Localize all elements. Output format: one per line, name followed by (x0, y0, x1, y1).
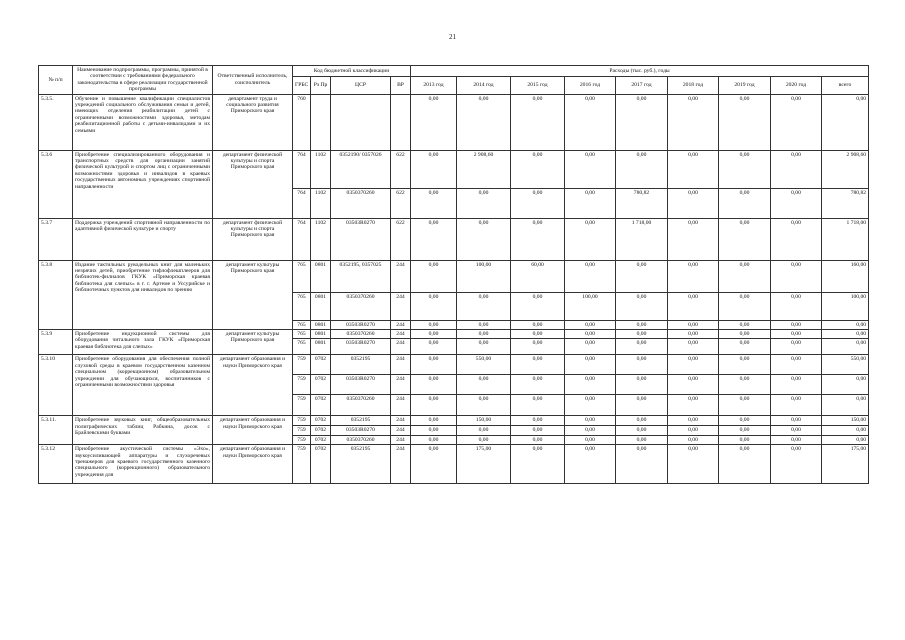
cell-year-value: 0,00 (719, 435, 771, 444)
cell-rzpr: 0702 (311, 416, 331, 426)
header-num: № п/п (39, 66, 73, 95)
cell-vr: 244 (391, 260, 411, 292)
table-row (39, 218, 869, 260)
cell-total: 0,00 (822, 330, 869, 339)
cell-year-value: 0,00 (457, 339, 511, 355)
cell-vr: 244 (391, 435, 411, 444)
cell-year-value: 0,00 (411, 260, 457, 292)
cell-year-value: 0,00 (668, 330, 719, 339)
row-number: 5.3.10 (39, 355, 73, 416)
cell-total: 780,82 (822, 188, 869, 218)
cell-csr: 0350370260 (331, 435, 391, 444)
cell-year-value: 0,00 (771, 395, 822, 416)
cell-rzpr: 1102 (311, 150, 331, 188)
cell-csr: 03503R0270 (331, 320, 391, 329)
cell-year-value: 0,00 (719, 94, 771, 150)
cell-year-value: 0,00 (668, 94, 719, 150)
cell-vr: 244 (391, 416, 411, 426)
cell-rzpr: 0702 (311, 435, 331, 444)
header-expenses-group: Расходы (тыс. руб.), годы (411, 66, 869, 77)
cell-vr: 622 (391, 150, 411, 188)
cell-year-value: 0,00 (565, 320, 616, 329)
cell-year-value: 0,00 (511, 426, 565, 435)
cell-vr: 622 (391, 218, 411, 260)
row-executor: департамент образования и науки Приморского края (213, 445, 293, 484)
cell-grbs: 764 (293, 188, 311, 218)
row-executor: департамент культуры Приморского края (213, 260, 293, 329)
cell-csr: 0350370260 (331, 395, 391, 416)
cell-csr: 03503R0270 (331, 218, 391, 260)
cell-year-value: 0,00 (616, 426, 668, 435)
cell-year-value: 0,00 (411, 445, 457, 484)
cell-year-value: 0,00 (411, 395, 457, 416)
cell-year-value: 0,00 (511, 320, 565, 329)
cell-year-value: 0,00 (771, 150, 822, 188)
cell-year-value: 0,00 (668, 339, 719, 355)
cell-year-value: 0,00 (668, 435, 719, 444)
cell-year-value: 0,00 (511, 355, 565, 375)
cell-year-value: 0,00 (668, 292, 719, 320)
header-year: 2020 год (771, 77, 822, 95)
row-number: 5.3.12 (39, 445, 73, 484)
cell-rzpr: 0702 (311, 426, 331, 435)
cell-year-value: 0,00 (565, 188, 616, 218)
cell-year-value: 0,00 (411, 375, 457, 395)
cell-year-value: 0,00 (457, 395, 511, 416)
cell-total: 0,00 (822, 426, 869, 435)
cell-year-value: 100,00 (565, 292, 616, 320)
cell-year-value: 0,00 (457, 330, 511, 339)
cell-year-value: 0,00 (616, 435, 668, 444)
cell-year-value: 0,00 (565, 435, 616, 444)
cell-rzpr: 0801 (311, 330, 331, 339)
cell-grbs: 765 (293, 292, 311, 320)
cell-year-value: 0,00 (511, 218, 565, 260)
cell-csr: 0352190/ 0357026 (331, 150, 391, 188)
cell-year-value: 2 908,60 (457, 150, 511, 188)
cell-year-value: 0,00 (565, 375, 616, 395)
cell-year-value: 0,00 (616, 150, 668, 188)
cell-year-value: 0,00 (511, 339, 565, 355)
header-name: Наименование подпрограммы, программы, принятой в соответствии с требованиями федерального законодательства в сфере реализации государственной программы (73, 66, 213, 95)
cell-grbs: 759 (293, 416, 311, 426)
cell-rzpr: 0801 (311, 339, 331, 355)
cell-year-value: 0,00 (771, 435, 822, 444)
row-name: Обучение и повышение квалификации специалистов учреждений социального обслуживания семьи и детей, имеющих отделения реабилитации детей с ограниченными возможностями здоровья, методам реабилитационной работы с детьми-инвалидами и их семьями (73, 94, 213, 150)
row-name: Издание тактильных рукодельных книг для маленьких незрячих детей, приобретение тифлофлешплееров для библиотек-филиалов ГКУК «Приморская краевая библиотека для слепых» в г. г. Артеме и Уссурийске и библиотечных пунктов для инвалидов по зрению (73, 260, 213, 329)
cell-year-value: 0,00 (616, 395, 668, 416)
cell-year-value: 0,00 (616, 375, 668, 395)
table-row (39, 355, 869, 375)
cell-rzpr: 0702 (311, 445, 331, 484)
header-year: 2018 год (668, 77, 719, 95)
cell-year-value: 0,00 (565, 445, 616, 484)
cell-vr: 244 (391, 355, 411, 375)
cell-rzpr: 0801 (311, 320, 331, 329)
cell-grbs: 759 (293, 445, 311, 484)
cell-vr: 244 (391, 375, 411, 395)
cell-year-value: 0,00 (457, 375, 511, 395)
cell-csr (331, 94, 391, 150)
cell-year-value: 0,00 (771, 416, 822, 426)
header-year: 2017 год (616, 77, 668, 95)
cell-year-value: 0,00 (719, 395, 771, 416)
cell-year-value: 0,00 (719, 426, 771, 435)
cell-year-value: 0,00 (668, 260, 719, 292)
cell-rzpr: 0702 (311, 375, 331, 395)
row-executor: департамент образования и науки Приморского края (213, 416, 293, 445)
cell-year-value: 0,00 (719, 218, 771, 260)
cell-year-value: 0,00 (719, 355, 771, 375)
cell-year-value: 0,00 (668, 218, 719, 260)
header-rzpr: Рз Пр (311, 77, 331, 95)
cell-year-value: 0,00 (616, 330, 668, 339)
cell-year-value: 0,00 (457, 435, 511, 444)
cell-year-value: 0,00 (411, 355, 457, 375)
cell-year-value: 550,00 (457, 355, 511, 375)
cell-year-value: 0,00 (719, 416, 771, 426)
cell-year-value: 0,00 (457, 426, 511, 435)
cell-year-value: 150,00 (457, 416, 511, 426)
cell-year-value: 0,00 (668, 355, 719, 375)
cell-total: 550,00 (822, 355, 869, 375)
cell-total: 0,00 (822, 339, 869, 355)
cell-year-value: 0,00 (719, 292, 771, 320)
cell-year-value: 0,00 (511, 292, 565, 320)
cell-year-value: 0,00 (668, 150, 719, 188)
cell-year-value: 0,00 (411, 330, 457, 339)
cell-vr (391, 94, 411, 150)
header-csr: ЦСР (331, 77, 391, 95)
cell-year-value: 0,00 (771, 260, 822, 292)
cell-year-value: 0,00 (668, 445, 719, 484)
header-year: 2013 год (411, 77, 457, 95)
row-number: 5.3.5. (39, 94, 73, 150)
cell-total: 0,00 (822, 395, 869, 416)
cell-rzpr: 1102 (311, 188, 331, 218)
table-row (39, 260, 869, 292)
cell-rzpr: 0702 (311, 395, 331, 416)
row-executor: департамент образования и науки Приморского края (213, 355, 293, 416)
cell-year-value: 0,00 (565, 339, 616, 355)
row-executor: департамент физической культуры и спорта Приморского края (213, 218, 293, 260)
cell-year-value: 0,00 (719, 260, 771, 292)
cell-year-value: 0,00 (771, 188, 822, 218)
cell-total: 175,00 (822, 445, 869, 484)
cell-year-value: 0,00 (511, 435, 565, 444)
cell-year-value: 0,00 (411, 435, 457, 444)
cell-total: 150,00 (822, 416, 869, 426)
cell-vr: 244 (391, 426, 411, 435)
cell-year-value: 780,82 (616, 188, 668, 218)
cell-year-value: 0,00 (565, 395, 616, 416)
cell-year-value: 0,00 (457, 320, 511, 329)
cell-year-value: 175,00 (457, 445, 511, 484)
table-row (39, 150, 869, 188)
cell-year-value: 0,00 (719, 188, 771, 218)
header-grbs: ГРБС (293, 77, 311, 95)
cell-total: 0,00 (822, 375, 869, 395)
cell-year-value: 0,00 (616, 416, 668, 426)
cell-year-value: 0,00 (565, 416, 616, 426)
cell-year-value: 0,00 (719, 339, 771, 355)
cell-csr: 0352195, 0357025 (331, 260, 391, 292)
cell-rzpr: 0801 (311, 292, 331, 320)
cell-year-value: 0,00 (411, 426, 457, 435)
cell-year-value: 0,00 (616, 445, 668, 484)
cell-year-value: 0,00 (771, 320, 822, 329)
cell-year-value: 0,00 (565, 260, 616, 292)
cell-grbs: 765 (293, 330, 311, 339)
cell-rzpr: 0801 (311, 260, 331, 292)
cell-grbs: 759 (293, 355, 311, 375)
cell-year-value: 0,00 (668, 188, 719, 218)
cell-total: 0,00 (822, 435, 869, 444)
cell-year-value: 0,00 (719, 375, 771, 395)
cell-year-value: 60,00 (511, 260, 565, 292)
table-row (39, 445, 869, 484)
cell-grbs: 759 (293, 395, 311, 416)
cell-year-value: 0,00 (411, 218, 457, 260)
row-name: Приобретение индукционной системы для оборудования читального зала ГКУК «Приморская краевая библиотека для слепых» (73, 330, 213, 355)
cell-total: 0,00 (822, 320, 869, 329)
table-row (39, 416, 869, 426)
cell-year-value: 0,00 (565, 330, 616, 339)
cell-csr: 0352195 (331, 355, 391, 375)
cell-total: 160,00 (822, 260, 869, 292)
cell-year-value: 0,00 (616, 320, 668, 329)
cell-year-value: 100,00 (457, 260, 511, 292)
budget-table (38, 65, 869, 484)
cell-year-value: 0,00 (616, 355, 668, 375)
header-year: 2015 год (511, 77, 565, 95)
cell-year-value: 0,00 (457, 94, 511, 150)
cell-total: 0,00 (822, 94, 869, 150)
cell-year-value: 0,00 (771, 94, 822, 150)
cell-year-value: 0,00 (511, 445, 565, 484)
header-total: всего (822, 77, 869, 95)
cell-csr: 0350370260 (331, 292, 391, 320)
cell-year-value: 0,00 (771, 445, 822, 484)
row-number: 5.3.9 (39, 330, 73, 355)
cell-csr: 0352195 (331, 445, 391, 484)
cell-year-value: 0,00 (565, 355, 616, 375)
cell-total: 2 908,60 (822, 150, 869, 188)
cell-year-value: 0,00 (411, 320, 457, 329)
cell-year-value: 0,00 (565, 218, 616, 260)
cell-year-value: 0,00 (511, 416, 565, 426)
cell-year-value: 0,00 (411, 188, 457, 218)
cell-year-value: 0,00 (565, 150, 616, 188)
cell-rzpr (311, 94, 331, 150)
cell-year-value: 0,00 (411, 150, 457, 188)
header-code-group: Код бюджетной классификации (293, 66, 411, 77)
cell-year-value: 0,00 (771, 218, 822, 260)
cell-year-value: 0,00 (771, 330, 822, 339)
cell-csr: 0352195 (331, 416, 391, 426)
cell-csr: 03503R0270 (331, 339, 391, 355)
cell-vr: 244 (391, 292, 411, 320)
page-number: 21 (449, 33, 456, 41)
header-vr: ВР (391, 77, 411, 95)
cell-csr: 0350370260 (331, 188, 391, 218)
row-executor: департамент культуры Приморского края (213, 330, 293, 355)
header-year: 2016 год (565, 77, 616, 95)
cell-year-value: 0,00 (616, 94, 668, 150)
table-body (39, 94, 869, 484)
cell-year-value: 0,00 (719, 150, 771, 188)
cell-vr: 622 (391, 188, 411, 218)
cell-year-value: 0,00 (668, 416, 719, 426)
cell-year-value: 0,00 (411, 339, 457, 355)
cell-year-value: 0,00 (719, 320, 771, 329)
cell-year-value: 0,00 (668, 426, 719, 435)
row-number: 5.3.7 (39, 218, 73, 260)
cell-rzpr: 1102 (311, 218, 331, 260)
cell-year-value: 0,00 (511, 188, 565, 218)
row-number: 5.3.6 (39, 150, 73, 218)
cell-year-value: 0,00 (771, 375, 822, 395)
cell-year-value: 0,00 (668, 375, 719, 395)
cell-year-value: 0,00 (565, 94, 616, 150)
row-name: Приобретение акустической системы «Эхо», звукоусиливающей аппаратуры и слухоречевых тренажеров для краевого государственного казенного специального (коррекционного) образовательного учреждения для (73, 445, 213, 484)
cell-year-value: 0,00 (616, 260, 668, 292)
cell-vr: 244 (391, 320, 411, 329)
cell-year-value: 0,00 (771, 355, 822, 375)
cell-vr: 244 (391, 330, 411, 339)
cell-year-value: 0,00 (411, 94, 457, 150)
cell-year-value: 0,00 (719, 330, 771, 339)
cell-grbs: 764 (293, 218, 311, 260)
cell-grbs: 765 (293, 260, 311, 292)
cell-grbs: 759 (293, 426, 311, 435)
cell-vr: 244 (391, 339, 411, 355)
cell-csr: 0350370260 (331, 330, 391, 339)
cell-year-value: 0,00 (771, 426, 822, 435)
table-row (39, 94, 869, 150)
cell-year-value: 0,00 (616, 292, 668, 320)
cell-year-value: 0,00 (719, 445, 771, 484)
header-executor: Ответственный исполнитель, соисполнитель (213, 66, 293, 95)
header-year: 2014 год (457, 77, 511, 95)
cell-csr: 03503R0270 (331, 375, 391, 395)
cell-grbs: 759 (293, 375, 311, 395)
cell-year-value: 0,00 (511, 150, 565, 188)
cell-year-value: 1 718,00 (616, 218, 668, 260)
row-executor: департамент труда и социального развития Приморского края (213, 94, 293, 150)
cell-year-value: 0,00 (511, 330, 565, 339)
cell-year-value: 0,00 (457, 188, 511, 218)
cell-year-value: 0,00 (771, 339, 822, 355)
cell-year-value: 0,00 (457, 218, 511, 260)
cell-grbs: 764 (293, 150, 311, 188)
cell-total: 100,00 (822, 292, 869, 320)
row-executor: департамент физической культуры и спорта Приморского края (213, 150, 293, 218)
cell-csr: 03503R0270 (331, 426, 391, 435)
row-name: Приобретение специализированного оборудования и транспортных средств для организации занятий физической культурой и спортом лиц с ограниченными возможностями здоровья и инвалидов в краевых государственных автономных учреждениях спортивной направленности (73, 150, 213, 218)
row-number: 5.3.8 (39, 260, 73, 329)
cell-total: 1 718,00 (822, 218, 869, 260)
table-row (39, 330, 869, 339)
cell-vr: 244 (391, 445, 411, 484)
cell-year-value: 0,00 (411, 292, 457, 320)
cell-year-value: 0,00 (511, 94, 565, 150)
row-name: Приобретение оборудования для обеспечения полной слуховой среды в краевом государственном казенном специальном (коррекционном) образовательном учреждении для обучающихся, воспитанников с ограниченными возможностями здоровья (73, 355, 213, 416)
cell-grbs: 760 (293, 94, 311, 150)
cell-grbs: 759 (293, 435, 311, 444)
cell-year-value: 0,00 (411, 416, 457, 426)
cell-year-value: 0,00 (668, 395, 719, 416)
header-row-1 (39, 66, 869, 77)
cell-year-value: 0,00 (565, 426, 616, 435)
cell-year-value: 0,00 (511, 375, 565, 395)
cell-year-value: 0,00 (771, 292, 822, 320)
row-name: Поддержка учреждений спортивной направленности по адаптивной физической культуре и спорту (73, 218, 213, 260)
cell-grbs: 765 (293, 320, 311, 329)
cell-year-value: 0,00 (616, 339, 668, 355)
cell-grbs: 765 (293, 339, 311, 355)
row-name: Приобретение звуковых книг, общеобразовательных полиграфических таблиц Рабкина, досок с Брайлевскими буквами (73, 416, 213, 445)
cell-year-value: 0,00 (668, 320, 719, 329)
cell-year-value: 0,00 (457, 292, 511, 320)
header-year: 2019 год (719, 77, 771, 95)
cell-vr: 244 (391, 395, 411, 416)
cell-rzpr: 0702 (311, 355, 331, 375)
row-number: 5.3.11. (39, 416, 73, 445)
cell-year-value: 0,00 (511, 395, 565, 416)
